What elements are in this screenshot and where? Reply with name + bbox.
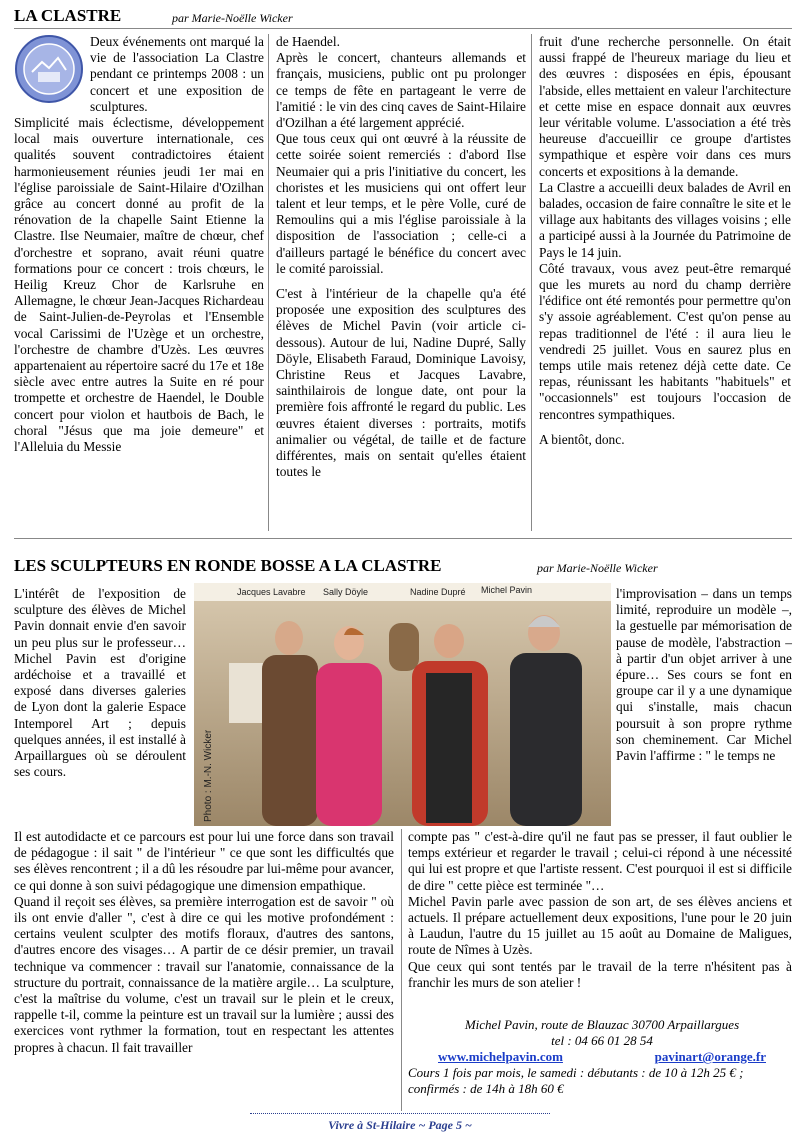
- article-byline: par Marie-Noëlle Wicker: [172, 11, 293, 25]
- paragraph: Quand il reçoit ses élèves, sa première interrogation est de savoir " où ils ont envie d'aller ", c'est à dire ce qui les motive profondément : certains veulent sculpter des motifs floraux, d'autres des santons, d'autres encore des visages… A partir de ce désir premier, un travail technique va commencer : travail sur l'anatomie, connaissance de la structure du portrait, connaissance de la matière argile… La sculpture, c'est la maîtrise du volume, c'est un travail sur le plein et le creux, rappelle t-il, comme la peinture est un travail sur la lumière ; aussi des exercices vont rythmer la formation, tout en respectant les attentes propres à chacun. Il fait travailler: [14, 893, 394, 1055]
- article-title: LA CLASTRE: [14, 6, 122, 25]
- article2-right-column: [616, 586, 792, 764]
- paragraph: Côté travaux, vous avez peut-être remarqué que les murets au nord du champ derrière l'édifice ont été remontés pour permettre qu'on s'y assoie agréablement. C'est qu'on pense au repas traditionnel de l'été : il aura lieu le vendredi 25 juillet. Vous en saurez plus en temps utile mais retenez déjà cette date. Ce repas, réunissant les habitants "habituels" et "occasionnels" est toujours l'occasion de rencontres sympathiques.: [539, 260, 791, 422]
- association-logo: [14, 34, 84, 104]
- column-divider: [268, 34, 269, 531]
- email-link[interactable]: pavinart@orange.fr: [654, 1049, 766, 1064]
- article2-left-column: [14, 586, 186, 780]
- website-link[interactable]: www.michelpavin.com: [438, 1049, 563, 1064]
- paragraph: Que ceux qui sont tentés par le travail de la terre n'hésitent pas à franchir les murs de son atelier !: [408, 958, 792, 990]
- group-photo: [194, 583, 611, 826]
- schedule-line: Cours 1 fois par mois, le samedi : débutants : de 10 à 12h 25 € ;: [408, 1065, 744, 1080]
- article-byline: par Marie-Noëlle Wicker: [537, 561, 658, 575]
- paragraph: compte pas " c'est-à-dire qu'il ne faut pas se presser, il faut oublier le temps extérieur et regarder le travail ; celui-ci répond à une nécessité qui lui est propre et que l'artiste ressent. C'est pourquoi il est si difficile de dire " cette pièce est terminée "…: [408, 829, 792, 893]
- paragraph: de Haendel.: [276, 34, 340, 49]
- intro-paragraph: Deux événements ont marqué la vie de l'association La Clastre pendant ce printemps 2008 : un concert et une exposition de sculptures.: [90, 34, 264, 114]
- page-footer: Vivre à St-Hilaire ~ Page 5 ~: [328, 1118, 472, 1132]
- article2-bottom-right: [408, 829, 792, 991]
- article1-column-1: [14, 34, 264, 455]
- paragraph: L'intérêt de l'exposition de sculpture des élèves de Michel Pavin donnait envie d'en savoir un peu plus sur le professeur… Michel Pavin est d'origine ardéchoise et a travaillé et exposé dans diverses galeries de Lyon dont la galerie Espace Intemporel Art ; depuis quelques années, il est installé à Arpaillargues où se déroulent ses cours.: [14, 586, 186, 780]
- caption-sally: Sally Döyle: [323, 587, 369, 597]
- article1-column-2: [276, 34, 526, 480]
- article1-column-3: [539, 34, 791, 448]
- contact-block: [408, 1017, 796, 1097]
- caption-michel: Michel Pavin: [481, 585, 533, 595]
- paragraph: Michel Pavin parle avec passion de son art, de ses élèves anciens et actuels. Il prépare actuellement deux expositions, l'une pour le 20 juin à Laudun, l'autre du 15 juillet au 15 août au Domaine de Maligues, route de Nîmes à Uzès.: [408, 893, 792, 958]
- paragraph: La Clastre a accueilli deux balades de Avril en balades, occasion de faire connaître le site et le village aux habitants des villages voisins ; elle a participé aussi à la Journée du Patrimoine de Pays le 14 juin.: [539, 179, 791, 260]
- contact-address: Michel Pavin, route de Blauzac 30700 Arpaillargues: [464, 1017, 740, 1032]
- caption-jacques: Jacques Lavabre: [237, 587, 306, 597]
- paragraph: Il est autodidacte et ce parcours est pour lui une force dans son travail de pédagogue : il sait " de l'intérieur " ce que sont les difficultés que ses élèves rencontrent ; il a dû les résoudre par lui-même pour avancer, ce qui donne à son suivi pédagogique une dimension empathique.: [14, 829, 394, 893]
- article-title: LES SCULPTEURS EN RONDE BOSSE A LA CLASTRE: [14, 556, 442, 575]
- paragraph: Après le concert, chanteurs allemands et français, musiciens, public ont pu prolonger ce temps de fête en partageant le verre de l'amitié : le vin des cinq caves de Saint-Hilaire d'Ozilhan a été largement apprécié.: [276, 50, 526, 131]
- contact-links: [408, 1049, 796, 1065]
- column-divider: [531, 34, 532, 531]
- contact-phone: tel : 04 66 01 28 54: [551, 1033, 653, 1048]
- schedule-line-2: confirmés : de 14h à 18h 60 €: [408, 1081, 564, 1096]
- caption-nadine: Nadine Dupré: [410, 587, 466, 597]
- article2-bottom-left: [14, 829, 394, 1056]
- paragraph: l'improvisation – dans un temps limité, reproduire un modèle –, la gestuelle par mémorisation de pause de modèle, l'abstraction – à partir d'un objet arriver à une épure… Ses cours se font en groupe car il y a une dynamique qui s'installe, mais chacun poursuit à son propre rythme son cheminement. Car Michel Pavin l'affirme : " le temps ne: [616, 586, 792, 764]
- paragraph: fruit d'une recherche personnelle. On était aussi frappé de l'heureux mariage du lieu et des œuvres : disposées en épis, épousant l'abside, elles mettaient en valeur l'architecture et cette mise en espace donnait aux œuvres leur véritable volume. L'association a été très heureuse d'accueillir ce groupe d'artistes sympathique et espère voir dans ces murs concerts et expositions à la demande.: [539, 34, 791, 179]
- photo-illustration: [194, 583, 611, 826]
- column-divider: [401, 829, 402, 1111]
- section-rule: [14, 538, 792, 539]
- footer-rule: [250, 1113, 550, 1114]
- concert-paragraph: Simplicité mais éclectisme, développement local mais ouverture internationale, ces qualités souvent contradictoires étaient harmonieusement réunies jeudi 1er mai en l'église paroissiale de Saint-Hilaire d'Ozilhan grâce au concert donné au profit de la rénovation de la chapelle Saint Etienne la Clastre. Ilse Neumaier, maître de chœur, chef d'orchestre et soprano, avait réuni quatre formations pour ce concert : trois chœurs, le Heilig Kreuz Chor de Karlsruhe en Allemagne, le chœur Jean-Jacques Richardeau de Saint-Julien-de-Peyrolas et l'Ensemble vocal Carissimi de l'Uzège et un orchestre, l'orchestre de chambre d'Uzès. Les œuvres appartenaient au répertoire sacré du 17e et 18e siècle avec entre autres la Suite en ré pour trompette et orchestre de Haendel, le Double concert pour violon et hautbois de Bach, le choral "Jésus que ma joie demeure" et l'Alleluia du Messie: [14, 115, 264, 455]
- closing-line: A bientôt, donc.: [539, 431, 625, 447]
- paragraph: Que tous ceux qui ont œuvré à la réussite de cette soirée soient remerciés : d'abord Ilse Neumaier qui a pris l'initiative du concert, les choristes et les musiciens qui ont offert leur talent et leur temps, et le père Volle, curé de Remoulins qui a mis l'église paroissiale à la disposition de l'association ; celle-ci a d'ailleurs partagé le bénéfice du concert avec le comité paroissial.: [276, 131, 526, 276]
- header-rule: [14, 28, 792, 29]
- paragraph: C'est à l'intérieur de la chapelle qu'a été proposée une exposition des sculptures des élèves de Michel Pavin (voir article ci-dessous). Autour de lui, Nadine Dupré, Sally Döyle, Elisabeth Faraud, Dominique Lavoisy, Christine Reus et Jacques Lavabre, sainthilairois de longue date, ont pour la première fois affronté le regard du public. Les œuvres étaient diverses : portraits, motifs animalier ou végétal, de taille et de facture différentes, mais on sentait qu'elles étaient toutes le: [276, 286, 526, 480]
- photo-credit: Photo : M.-N. Wicker: [203, 729, 214, 822]
